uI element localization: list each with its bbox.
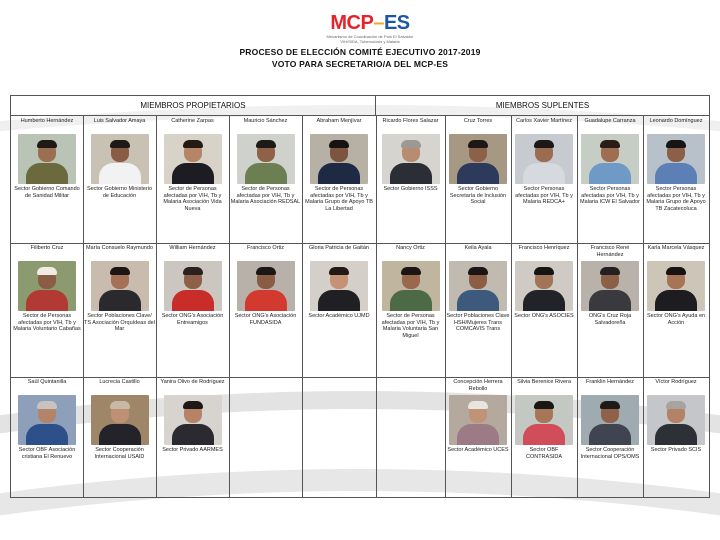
photo-body bbox=[589, 290, 631, 311]
photo-body bbox=[655, 424, 697, 445]
member-name: William Hernández bbox=[169, 245, 216, 251]
member-photo bbox=[18, 395, 76, 445]
member-sector: Sector Personas afectadas por VIH, Tb y Malaria Grupo de Apoyo TB Zacatecoluca bbox=[646, 186, 706, 212]
member-sector: Sector Académico UJMD bbox=[308, 313, 370, 319]
member-card bbox=[643, 243, 709, 377]
photo-body bbox=[172, 290, 214, 311]
photo-body bbox=[457, 424, 499, 445]
member-card bbox=[83, 116, 156, 243]
member-card bbox=[83, 377, 156, 498]
member-sector: Sector de Personas afectadas por VIH, Tb y Malaria Voluntario Cabañas bbox=[13, 313, 81, 332]
member-photo bbox=[382, 261, 440, 311]
photo-body bbox=[318, 290, 360, 311]
member-name: María Consuelo Raymundo bbox=[86, 245, 153, 251]
member-sector: Sector de Personas afectadas por VIH, Tb y Malaria Asociación Vida Nueva bbox=[163, 186, 222, 212]
member-card bbox=[643, 116, 709, 243]
photo-body bbox=[390, 163, 432, 184]
title-line-2: VOTO PARA SECRETARIO/A DEL MCP-ES bbox=[271, 59, 449, 69]
member-name: Lucrecia Castillo bbox=[99, 379, 140, 385]
photo-hair bbox=[110, 267, 130, 275]
member-photo bbox=[515, 261, 573, 311]
photo-hair bbox=[183, 140, 203, 148]
member-name: Mauricio Sánchez bbox=[243, 118, 288, 124]
member-sector: Sector Gobierno ISSS bbox=[383, 186, 438, 192]
member-name: Francisco Ortiz bbox=[247, 245, 284, 251]
photo-hair bbox=[37, 401, 57, 409]
member-name: Guadalupe Carranza bbox=[584, 118, 636, 124]
photo-body bbox=[99, 163, 141, 184]
member-name: Franklin Hernández bbox=[586, 379, 634, 385]
member-sector: Sector ONG's Asociación FUNDASIDA bbox=[234, 313, 297, 326]
photo-hair bbox=[468, 140, 488, 148]
photo-body bbox=[457, 163, 499, 184]
member-photo bbox=[91, 395, 149, 445]
member-photo bbox=[237, 261, 295, 311]
logo-subtitle-2: VIH/SIDA, Tuberculosis y Malaria bbox=[340, 39, 400, 44]
member-photo bbox=[382, 134, 440, 184]
member-photo bbox=[91, 134, 149, 184]
photo-body bbox=[245, 163, 287, 184]
photo-body bbox=[26, 163, 68, 184]
member-sector: Sector de Personas afectadas por VIH, Tb y Malaria Grupo de Apoyo TB La Libertad bbox=[305, 186, 373, 212]
header-propietarios: MIEMBROS PROPIETARIOS bbox=[11, 96, 376, 116]
member-card bbox=[11, 243, 83, 377]
member-name: Francisco Henríquez bbox=[518, 245, 570, 251]
member-photo bbox=[164, 395, 222, 445]
member-photo bbox=[18, 134, 76, 184]
member-sector: Sector Privado AARMES bbox=[162, 447, 223, 453]
photo-hair bbox=[534, 140, 554, 148]
member-card bbox=[229, 116, 302, 243]
member-photo bbox=[647, 134, 705, 184]
member-photo bbox=[449, 261, 507, 311]
member-sector: Sector ONG's Asociación Entreamigos bbox=[161, 313, 224, 326]
photo-body bbox=[26, 290, 68, 311]
photo-hair bbox=[666, 401, 686, 409]
photo-hair bbox=[256, 267, 276, 275]
photo-hair bbox=[534, 267, 554, 275]
member-sector: Sector Gobierno Secretaría de Inclusión Social bbox=[449, 186, 507, 205]
member-card bbox=[376, 243, 445, 377]
photo-body bbox=[99, 424, 141, 445]
member-name: Ricardo Flores Salazar bbox=[382, 118, 439, 124]
member-card bbox=[445, 116, 511, 243]
member-name: Carlos Xavier Martínez bbox=[516, 118, 572, 124]
member-sector: Sector OBF Asociación cristiana El Renuevo bbox=[18, 447, 76, 460]
member-name: Humberto Hernández bbox=[20, 118, 74, 124]
member-photo bbox=[515, 134, 573, 184]
photo-hair bbox=[468, 401, 488, 409]
photo-hair bbox=[534, 401, 554, 409]
member-photo bbox=[237, 134, 295, 184]
member-photo bbox=[310, 134, 368, 184]
member-photo bbox=[647, 395, 705, 445]
photo-body bbox=[655, 290, 697, 311]
member-card bbox=[511, 116, 577, 243]
member-card bbox=[156, 243, 229, 377]
member-sector: Sector Cooperación Internacional OPS/OMS bbox=[580, 447, 640, 460]
member-name: Concepción Herrera Rebollo bbox=[453, 379, 503, 392]
member-name: Nancy Ortiz bbox=[396, 245, 425, 251]
member-card bbox=[445, 243, 511, 377]
member-sector: Sector Cooperación Internacional USAID bbox=[94, 447, 145, 460]
member-card bbox=[302, 116, 376, 243]
member-sector: Sector ONG's ASOCIES bbox=[514, 313, 574, 319]
member-photo bbox=[91, 261, 149, 311]
page-title bbox=[160, 46, 560, 70]
member-sector: Sector Gobierno Ministerio de Educación bbox=[86, 186, 153, 199]
title-line-1: PROCESO DE ELECCIÓN COMITÉ EJECUTIVO 2017-2019 bbox=[239, 47, 481, 57]
logo-dash: – bbox=[373, 12, 384, 34]
photo-hair bbox=[600, 140, 620, 148]
mcp-es-logo bbox=[300, 12, 440, 48]
member-sector: Sector de Personas afectadas por VIH, Tb y Malaria Voluntaria San Miguel bbox=[381, 313, 440, 339]
logo-subtitle-1: Mecanismo de Coordinación de País El Salvador bbox=[326, 34, 414, 39]
photo-body bbox=[589, 163, 631, 184]
member-name: Silvia Berenice Rivera bbox=[517, 379, 571, 385]
member-name: Saúl Quintanilla bbox=[27, 379, 67, 385]
member-sector: Sector ONG's Ayuda en Acción bbox=[646, 313, 706, 326]
member-name: Gloria Patricia de Gaitán bbox=[309, 245, 369, 251]
photo-hair bbox=[183, 267, 203, 275]
photo-hair bbox=[256, 140, 276, 148]
member-card bbox=[229, 243, 302, 377]
member-name: Víctor Rodríguez bbox=[655, 379, 697, 385]
photo-body bbox=[589, 424, 631, 445]
photo-hair bbox=[401, 267, 421, 275]
member-sector: Sector Personas afectadas por VIH, Tb y Malaria REDCA+ bbox=[515, 186, 573, 205]
photo-hair bbox=[468, 267, 488, 275]
member-photo bbox=[581, 134, 639, 184]
member-card bbox=[11, 377, 83, 498]
member-name: Abraham Menjívar bbox=[316, 118, 362, 124]
member-card bbox=[643, 377, 709, 498]
member-photo bbox=[310, 261, 368, 311]
photo-hair bbox=[666, 140, 686, 148]
member-photo bbox=[647, 261, 705, 311]
member-sector: Sector Gobierno Comando de Sanidad Militar bbox=[14, 186, 80, 199]
member-sector: Sector Personas afectadas por VIH, Tb y Malaria ICW El Salvador bbox=[580, 186, 640, 205]
member-name: Keila Ayala bbox=[464, 245, 492, 251]
photo-body bbox=[26, 424, 68, 445]
member-card bbox=[577, 377, 643, 498]
member-name: Leonardo Domínguez bbox=[649, 118, 703, 124]
member-photo bbox=[164, 261, 222, 311]
photo-body bbox=[457, 290, 499, 311]
member-name: Catherine Zarpas bbox=[171, 118, 214, 124]
photo-body bbox=[655, 163, 697, 184]
photo-body bbox=[523, 424, 565, 445]
member-card bbox=[511, 243, 577, 377]
member-card bbox=[376, 116, 445, 243]
photo-hair bbox=[37, 140, 57, 148]
member-name: Yanira Olivo de Rodríguez bbox=[160, 379, 225, 385]
member-photo bbox=[449, 134, 507, 184]
photo-body bbox=[523, 290, 565, 311]
member-name: Karla Marcela Vásquez bbox=[647, 245, 705, 251]
photo-hair bbox=[600, 401, 620, 409]
logo-es: ES bbox=[383, 12, 410, 34]
member-card bbox=[156, 116, 229, 243]
member-name: Filiberto Cruz bbox=[30, 245, 64, 251]
member-photo bbox=[581, 261, 639, 311]
member-sector: Sector Poblaciones Clave/ TS Asociación Orquídeas del Mar bbox=[84, 313, 155, 332]
member-photo bbox=[18, 261, 76, 311]
photo-body bbox=[172, 163, 214, 184]
photo-hair bbox=[110, 401, 130, 409]
logo-mcp: MCP bbox=[330, 12, 374, 34]
member-card bbox=[511, 377, 577, 498]
member-sector: Sector Poblaciones Clave HSH/Mujeres Trans COMCAVIS Trans bbox=[446, 313, 510, 332]
member-sector: Sector Académico UCES bbox=[447, 447, 509, 453]
member-sector: ONG's Cruz Roja Salvadoreña bbox=[588, 313, 632, 326]
member-sector: Sector de Personas afectadas por VIH, Tb y Malaria Asociación REDSAL bbox=[230, 186, 301, 205]
member-card bbox=[83, 243, 156, 377]
member-name: Francisco René Hernández bbox=[590, 245, 630, 258]
photo-body bbox=[245, 290, 287, 311]
member-card bbox=[577, 116, 643, 243]
photo-body bbox=[172, 424, 214, 445]
photo-hair bbox=[600, 267, 620, 275]
member-card bbox=[302, 243, 376, 377]
member-photo bbox=[164, 134, 222, 184]
photo-hair bbox=[329, 267, 349, 275]
photo-body bbox=[390, 290, 432, 311]
photo-hair bbox=[329, 140, 349, 148]
member-sector: Sector Privado SCIS bbox=[650, 447, 702, 453]
photo-body bbox=[318, 163, 360, 184]
member-card bbox=[11, 116, 83, 243]
photo-hair bbox=[183, 401, 203, 409]
photo-hair bbox=[110, 140, 130, 148]
photo-body bbox=[523, 163, 565, 184]
member-photo bbox=[449, 395, 507, 445]
members-table bbox=[10, 95, 710, 498]
header-suplentes: MIEMBROS SUPLENTES bbox=[376, 96, 709, 116]
member-card bbox=[577, 243, 643, 377]
member-name: Cruz Torres bbox=[463, 118, 493, 124]
photo-body bbox=[99, 290, 141, 311]
member-photo bbox=[581, 395, 639, 445]
photo-hair bbox=[37, 267, 57, 275]
photo-hair bbox=[666, 267, 686, 275]
member-card bbox=[156, 377, 229, 498]
member-card bbox=[445, 377, 511, 498]
photo-hair bbox=[401, 140, 421, 148]
member-photo bbox=[515, 395, 573, 445]
member-name: Luis Salvador Amaya bbox=[93, 118, 146, 124]
member-sector: Sector OBF CONTRASIDA bbox=[525, 447, 563, 460]
